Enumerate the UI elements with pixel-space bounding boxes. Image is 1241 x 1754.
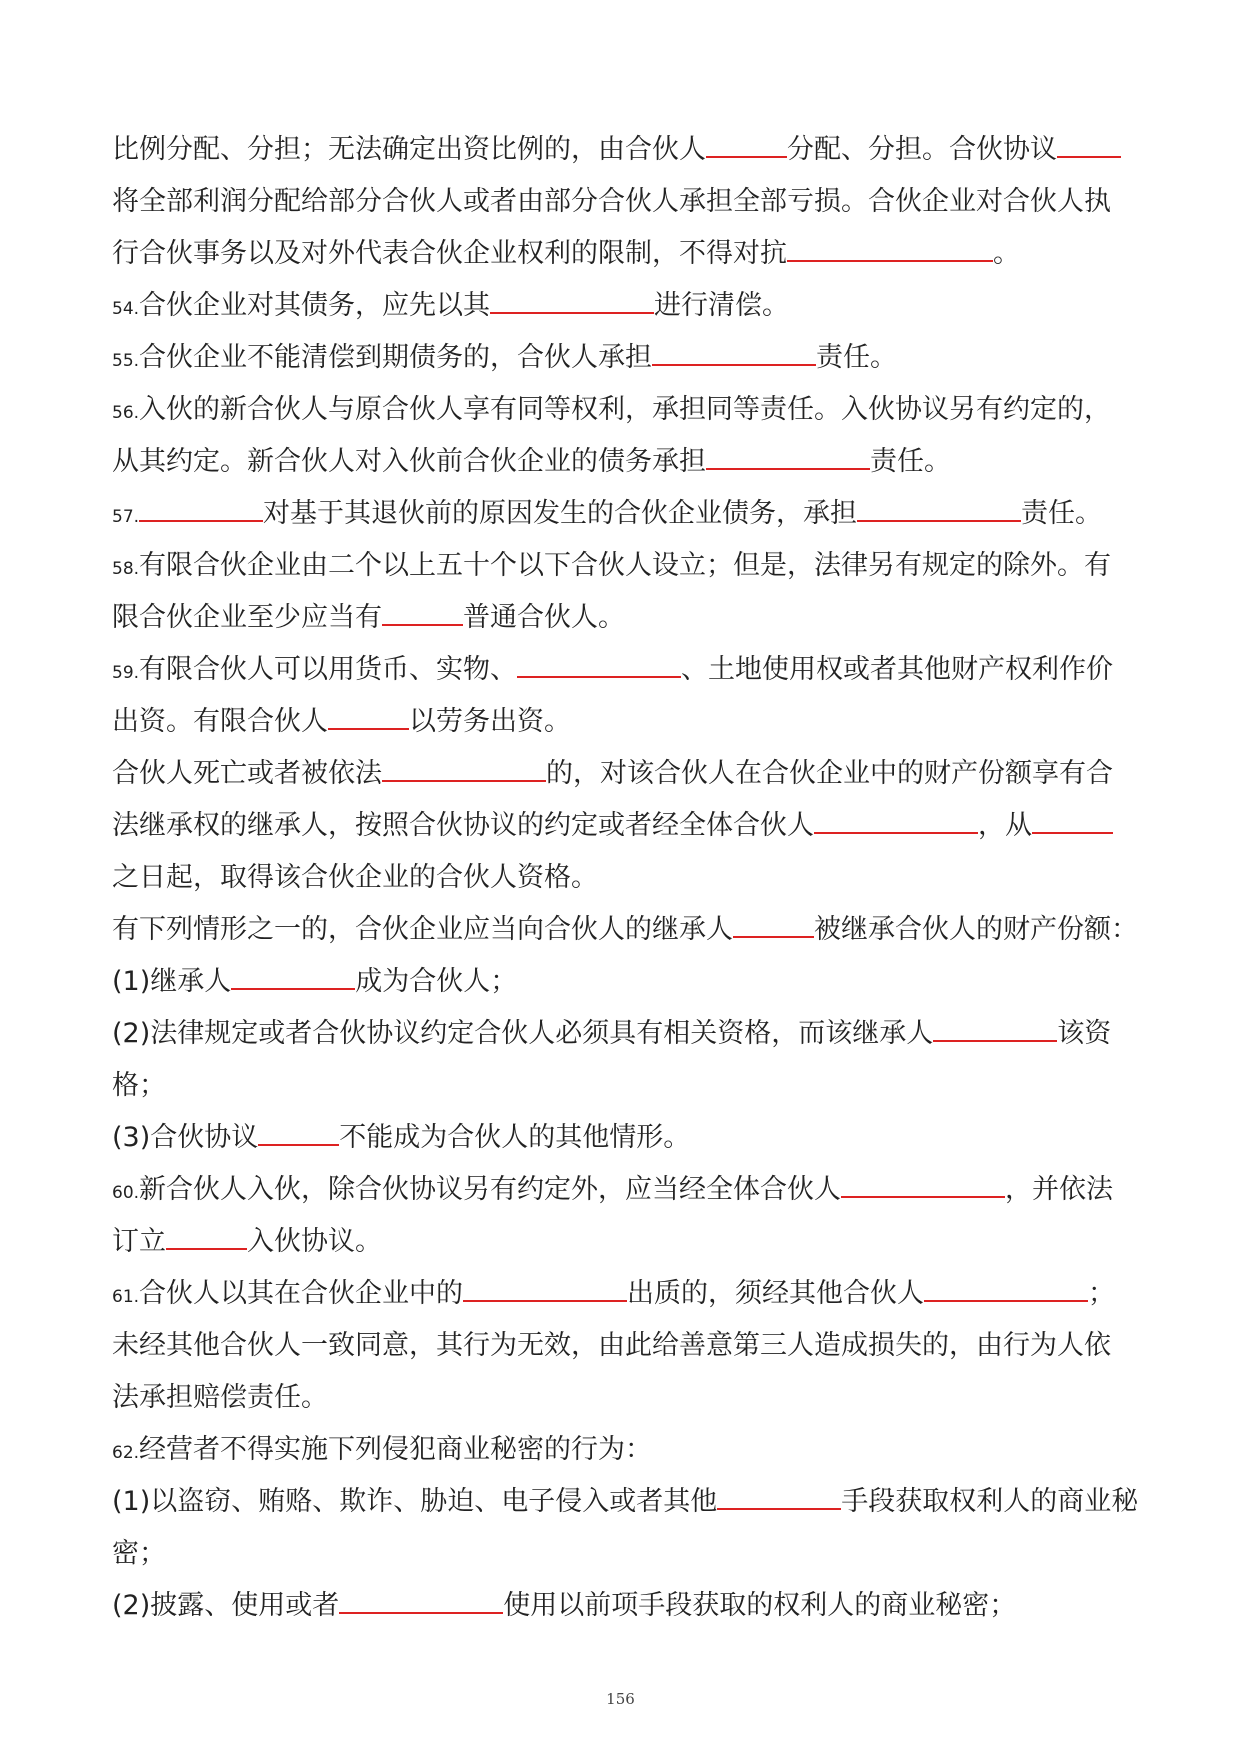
text-line: [112, 488, 1132, 540]
text-segment: 经营者不得实施下列侵犯商业秘密的行为：: [139, 1434, 653, 1465]
text-line: [112, 1580, 1132, 1632]
fill-in-blank: [517, 656, 681, 678]
fill-in-blank: [166, 1228, 247, 1250]
question-number: 55.: [112, 351, 140, 371]
document-body: [112, 124, 1139, 1632]
text-segment: 以劳务出资。: [409, 706, 571, 737]
text-segment: 不能成为合伙人的其他情形。: [339, 1122, 691, 1153]
question-number: 54.: [112, 299, 140, 319]
text-segment: ，并依法: [1005, 1174, 1114, 1205]
text-segment: (3)合伙协议: [112, 1122, 259, 1153]
text-segment: 法承担赔偿责任。: [112, 1382, 328, 1413]
text-segment: 限合伙企业至少应当有: [112, 602, 382, 633]
text-segment: 、土地使用权或者其他财产权利作价: [681, 654, 1114, 685]
text-line: [112, 1164, 1132, 1216]
text-line: [112, 280, 1132, 332]
fill-in-blank: [841, 1176, 1005, 1198]
fill-in-blank: [382, 604, 463, 626]
text-segment: 有限合伙企业由二个以上五十个以下合伙人设立；但是，法律另有规定的除外。有: [139, 550, 1112, 581]
fill-in-blank: [924, 1280, 1088, 1302]
text-segment: ；: [1088, 1278, 1116, 1309]
text-segment: 合伙企业对其债务，应先以其: [139, 290, 491, 321]
text-line: [112, 1476, 1139, 1528]
text-line: [112, 1216, 1132, 1268]
text-segment: 。: [993, 238, 1020, 269]
text-segment: 合伙企业不能清偿到期债务的，合伙人承担: [139, 342, 653, 373]
text-segment: 的，对该合伙人在合伙企业中的财产份额享有合: [546, 758, 1113, 789]
fill-in-blank: [733, 916, 814, 938]
text-segment: 责任。: [870, 446, 951, 477]
fill-in-blank: [490, 292, 654, 314]
text-line: [112, 332, 1132, 384]
text-line: [112, 592, 1132, 644]
text-segment: 法继承权的继承人，按照合伙协议的约定或者经全体合伙人: [112, 810, 814, 841]
text-line: [112, 1424, 1132, 1476]
question-number: 57.: [112, 507, 140, 527]
text-segment: 订立: [112, 1226, 166, 1257]
text-line: [112, 1528, 1132, 1580]
fill-in-blank: [933, 1020, 1057, 1042]
text-line: [112, 852, 1132, 904]
text-segment: 未经其他合伙人一致同意，其行为无效，由此给善意第三人造成损失的，由行为人依: [112, 1330, 1111, 1361]
text-line: [112, 436, 1132, 488]
text-line: [112, 904, 1138, 956]
fill-in-blank: [1057, 136, 1121, 158]
question-number: 60.: [112, 1183, 140, 1203]
text-line: [112, 540, 1132, 592]
text-line: [112, 1008, 1132, 1060]
fill-in-blank: [463, 1280, 627, 1302]
fill-in-blank: [814, 812, 978, 834]
question-number: 62.: [112, 1443, 140, 1463]
text-segment: (2)法律规定或者合伙协议约定合伙人必须具有相关资格，而该继承人: [112, 1018, 934, 1049]
fill-in-blank: [231, 968, 355, 990]
text-segment: 格；: [112, 1070, 166, 1101]
page-number: 156: [606, 1690, 635, 1708]
fill-in-blank: [382, 760, 546, 782]
text-segment: 出质的，须经其他合伙人: [627, 1278, 925, 1309]
text-segment: 从其约定。新合伙人对入伙前合伙企业的债务承担: [112, 446, 706, 477]
fill-in-blank: [339, 1592, 503, 1614]
fill-in-blank: [787, 240, 993, 262]
text-segment: 密；: [112, 1538, 166, 1569]
text-segment: (2)披露、使用或者: [112, 1590, 340, 1621]
text-segment: 该资: [1057, 1018, 1112, 1049]
text-segment: 入伙协议。: [247, 1226, 382, 1257]
text-segment: 合伙人以其在合伙企业中的: [139, 1278, 464, 1309]
text-segment: 责任。: [1021, 498, 1103, 529]
fill-in-blank: [717, 1488, 841, 1510]
text-line: [112, 228, 1132, 280]
text-segment: (1)以盗窃、贿赂、欺诈、胁迫、电子侵入或者其他: [112, 1486, 718, 1517]
text-segment: 使用以前项手段获取的权利人的商业秘密；: [503, 1590, 1017, 1621]
fill-in-blank: [139, 500, 263, 522]
question-number: 59.: [112, 663, 140, 683]
fill-in-blank: [258, 1124, 339, 1146]
fill-in-blank: [857, 500, 1021, 522]
text-line: [112, 1268, 1132, 1320]
text-line: [112, 956, 1132, 1008]
fill-in-blank: [706, 448, 870, 470]
text-segment: 有下列情形之一的，合伙企业应当向合伙人的继承人: [112, 914, 733, 945]
text-segment: 分配、分担。合伙协议: [787, 134, 1057, 165]
text-segment: 出资。有限合伙人: [112, 706, 328, 737]
text-line: [112, 696, 1132, 748]
text-line: [112, 1112, 1132, 1164]
text-segment: 之日起，取得该合伙企业的合伙人资格。: [112, 862, 598, 893]
text-segment: 合伙人死亡或者被依法: [112, 758, 382, 789]
text-segment: 普通合伙人。: [463, 602, 625, 633]
text-line: [112, 644, 1132, 696]
question-number: 58.: [112, 559, 140, 579]
text-line: [112, 1320, 1132, 1372]
text-segment: 将全部利润分配给部分合伙人或者由部分合伙人承担全部亏损。合伙企业对合伙人执: [112, 186, 1111, 217]
text-segment: 比例分配、分担；无法确定出资比例的，由合伙人: [112, 134, 706, 165]
fill-in-blank: [1032, 812, 1113, 834]
text-segment: 进行清偿。: [654, 290, 790, 321]
text-line: [112, 384, 1132, 436]
text-segment: 有限合伙人可以用货币、实物、: [139, 654, 518, 685]
text-segment: 成为合伙人；: [355, 966, 518, 997]
text-line: [112, 176, 1132, 228]
text-segment: 对基于其退伙前的原因发生的合伙企业债务，承担: [263, 498, 858, 529]
text-segment: 行合伙事务以及对外代表合伙企业权利的限制，不得对抗: [112, 238, 787, 269]
text-segment: 新合伙人入伙，除合伙协议另有约定外，应当经全体合伙人: [139, 1174, 842, 1205]
text-segment: (1)继承人: [112, 966, 232, 997]
text-line: [112, 124, 1132, 176]
text-segment: 责任。: [816, 342, 898, 373]
fill-in-blank: [328, 708, 409, 730]
question-number: 61.: [112, 1287, 140, 1307]
text-segment: 手段获取权利人的商业秘: [841, 1486, 1139, 1517]
fill-in-blank: [652, 344, 816, 366]
text-line: [112, 748, 1132, 800]
text-segment: ，从: [978, 810, 1032, 841]
fill-in-blank: [706, 136, 787, 158]
text-segment: 入伙的新合伙人与原合伙人享有同等权利，承担同等责任。入伙协议另有约定的，: [139, 394, 1112, 425]
text-line: [112, 1060, 1132, 1112]
question-number: 56.: [112, 403, 140, 423]
text-line: [112, 800, 1132, 852]
text-line: [112, 1372, 1132, 1424]
text-segment: 被继承合伙人的财产份额：: [814, 914, 1138, 945]
